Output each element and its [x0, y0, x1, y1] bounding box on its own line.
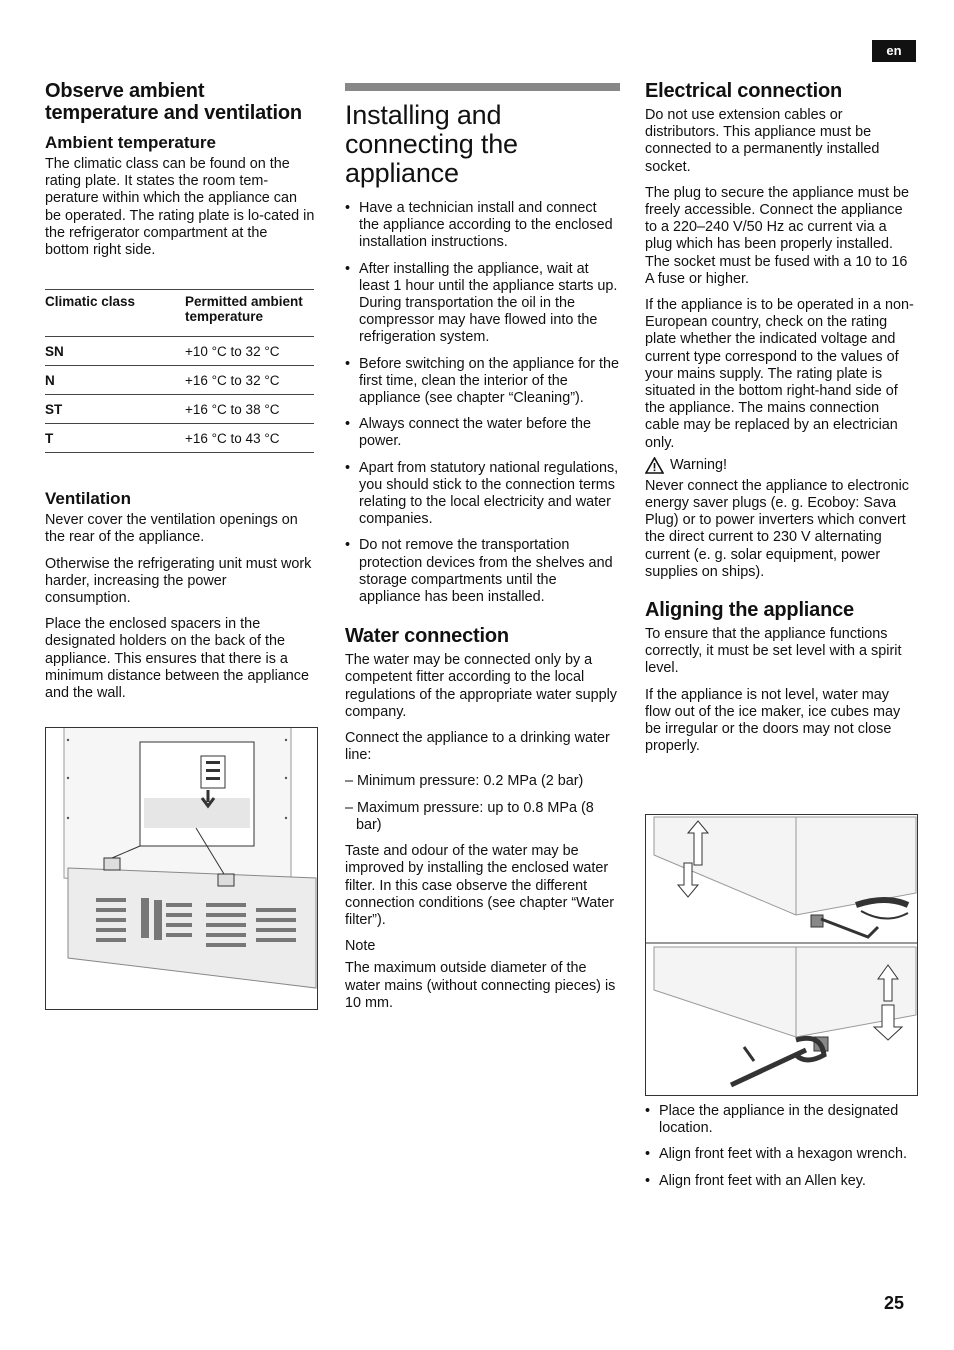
temperature-cell: +16 °C to 43 °C — [185, 424, 314, 453]
note-text: The maximum outside diameter of the water mains (without connecting pieces) is 10 mm. — [345, 960, 616, 1011]
table-row — [45, 366, 314, 395]
column-electrical-aligning — [645, 80, 917, 1189]
section-rule — [345, 83, 620, 91]
table-row — [45, 424, 314, 453]
table-row — [45, 337, 314, 366]
list-item: • Do not remove the transportation protection devices from the shelves and storage compartments until the appliance has been installed. — [345, 537, 620, 606]
aligning-steps-list — [645, 1103, 917, 1199]
section-heading-water: Water connection — [345, 625, 509, 648]
aligning-illustration — [645, 814, 918, 1096]
list-item: • Apart from statutory national regulations, you should stick to the connection terms relating to the local electricity and water companies. — [345, 460, 620, 529]
class-cell: T — [45, 424, 185, 453]
water-text-2: Connect the appliance to a drinking water line: — [345, 730, 610, 764]
table-header-temperature: Permitted ambient temperature — [185, 290, 314, 337]
note-heading: Note — [345, 938, 376, 955]
section-heading-ambient: Observe ambient temperature and ventilation — [45, 80, 302, 124]
installation-list — [345, 200, 620, 606]
ventilation-text-2: Otherwise the refrigerating unit must work harder, increasing the power consumption. — [45, 555, 312, 607]
warning-label-row — [645, 457, 917, 474]
warning-text: Never connect the appliance to electronic energy saver plugs (e. g. Ecoboy: Sava Plug) or to power inverters which convert the direct current to 230 V alternating current (e. g. solar equipment, power supplies on ships). — [645, 477, 909, 580]
temperature-cell: +16 °C to 32 °C — [185, 366, 314, 395]
class-cell: SN — [45, 337, 185, 366]
list-item: • After installing the appliance, wait at least 1 hour until the appliance starts up. During transportation the oil in the compressor may have flowed into the refrigeration system. — [345, 261, 620, 347]
electrical-text-2: The plug to secure the appliance must be freely accessible. Connect the appliance to a 220–240 V/50 Hz ac current via a plug which has been properly installed. The socket must be fused with a 10 to 16 A fuse or higher. — [645, 184, 909, 287]
list-item: • Align front feet with an Allen key. — [645, 1173, 917, 1190]
table-header-class: Climatic class — [45, 290, 185, 337]
page-title: Installing and connecting the appliance — [345, 100, 518, 188]
subheading-ventilation: Ventilation — [45, 489, 131, 509]
spacer-illustration — [45, 727, 318, 1010]
ambient-text: The climatic class can be found on the rating plate. It states the room tem-perature within which the appliance can be operated. The rating plate is lo-cated in the refrigerator compartment at the bottom right side. — [45, 156, 315, 259]
pressure-maximum: – Maximum pressure: up to 0.8 MPa (8 bar) — [345, 799, 594, 833]
class-cell: N — [45, 366, 185, 395]
list-item: • Place the appliance in the designated location. — [645, 1103, 917, 1137]
table-row — [45, 395, 314, 424]
ventilation-text-1: Never cover the ventilation openings on the rear of the appliance. — [45, 512, 298, 546]
warning-triangle-icon — [645, 457, 664, 474]
temperature-cell: +16 °C to 38 °C — [185, 395, 314, 424]
climatic-class-table — [45, 289, 314, 453]
temperature-cell: +10 °C to 32 °C — [185, 337, 314, 366]
subheading-ambient-temperature: Ambient temperature — [45, 133, 216, 152]
aligning-text-1: To ensure that the appliance functions correctly, it must be set level with a spirit level. — [645, 626, 902, 677]
ventilation-text-3: Place the enclosed spacers in the designated holders on the back of the appliance. This ensures that there is a minimum distance between the appliance and the wall. — [45, 616, 309, 702]
column-ambient-ventilation — [45, 80, 315, 702]
warning-label: Warning! — [670, 457, 728, 474]
list-item: • Always connect the water before the power. — [345, 416, 620, 450]
water-text-3: Taste and odour of the water may be improved by installing the enclosed water filter. In this case observe the different connection conditions (see chapter “Water filter”). — [345, 843, 615, 928]
column-installing — [345, 80, 620, 1012]
list-item: • Before switching on the appliance for the first time, clean the interior of the appliance (see chapter “Cleaning”). — [345, 356, 620, 408]
list-item: • Align front feet with a hexagon wrench. — [645, 1146, 917, 1163]
class-cell: ST — [45, 395, 185, 424]
electrical-text-1: Do not use extension cables or distributors. This appliance must be connected to a permanently installed socket. — [645, 107, 880, 175]
page-number: 25 — [884, 1293, 905, 1313]
section-heading-aligning: Aligning the appliance — [645, 599, 854, 622]
electrical-text-3: If the appliance is to be operated in a non-European country, check on the rating plate whether the indicated voltage and current type correspond to the values of your mains supply. The rating plate is situated in the bottom right-hand side of the appliance. The mains connection cable may be replaced by an electrician only. — [645, 297, 914, 451]
pressure-minimum: – Minimum pressure: 0.2 MPa (2 bar) — [345, 773, 584, 790]
language-tag: en — [872, 40, 916, 62]
list-item: • Have a technician install and connect the appliance according to the enclosed installation instructions. — [345, 200, 620, 252]
water-text-1: The water may be connected only by a competent fitter according to the local regulations of the appropriate water supply company. — [345, 652, 617, 720]
section-heading-electrical: Electrical connection — [645, 80, 842, 102]
aligning-text-2: If the appliance is not level, water may flow out of the ice maker, ice cubes may be irregular or the doors may not close properly. — [645, 686, 901, 755]
